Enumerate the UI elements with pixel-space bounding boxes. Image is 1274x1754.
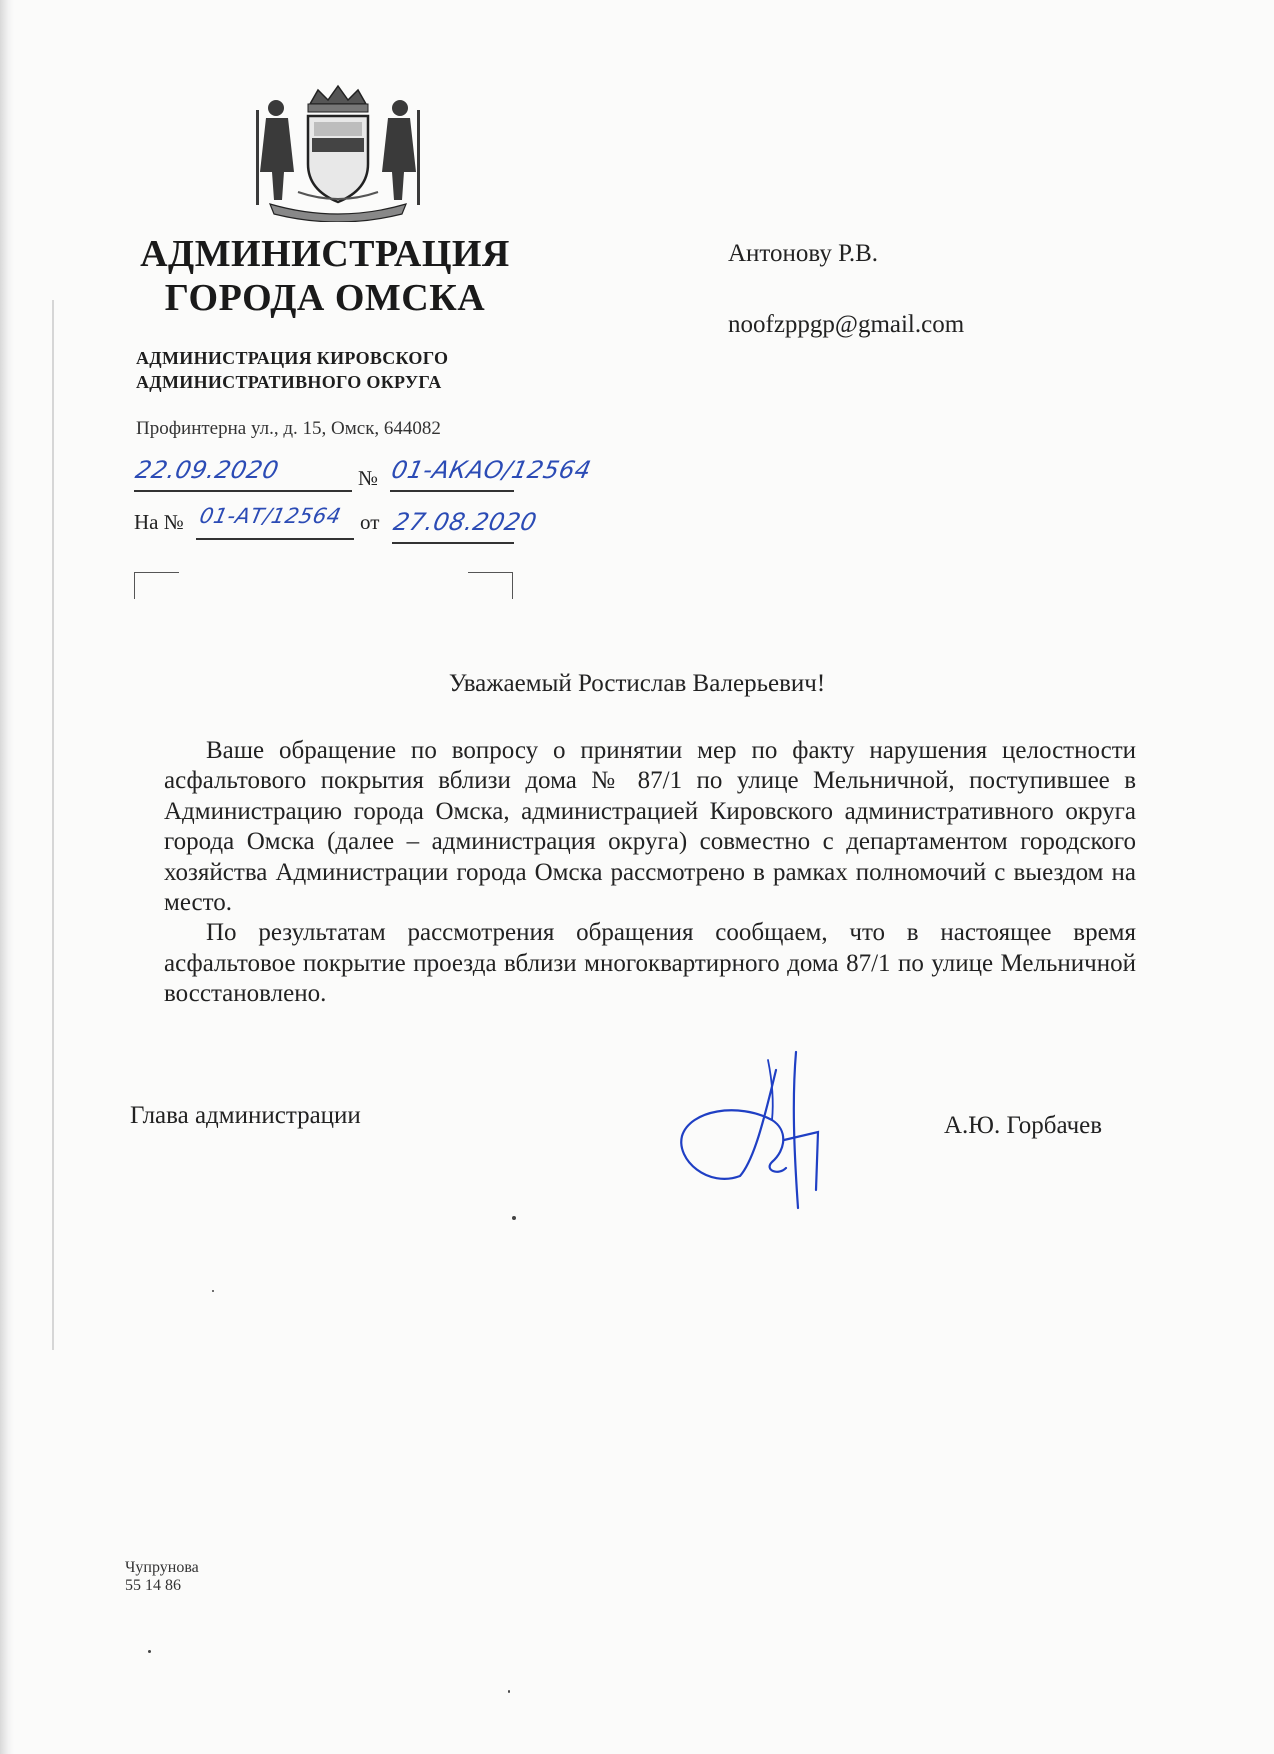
- outgoing-date-underline: [134, 490, 352, 492]
- handwritten-signature-icon: [668, 1040, 858, 1220]
- outgoing-number-underline: [390, 490, 514, 492]
- organization-address: Профинтерна ул., д. 15, Омск, 644082: [136, 418, 441, 439]
- address-bracket-right: [468, 572, 513, 599]
- letter-paragraph-2: По результатам рассмотрения обращения сообщаем, что в настоящее время асфальтовое покрытие проезда вблизи многоквартирного дома 87/1 по улице Мельничной восстановлено.: [164, 919, 1136, 1008]
- scan-streak: [52, 300, 54, 1350]
- letter-greeting: Уважаемый Ростислав Валерьевич!: [448, 670, 826, 697]
- recipient-email: noofzppgp@gmail.com: [728, 311, 965, 338]
- reply-to-date-underline: [392, 542, 514, 544]
- executor-name: Чупрунова: [125, 1559, 199, 1576]
- executor-phone: 55 14 86: [125, 1577, 181, 1594]
- reply-to-date-label: от: [360, 510, 380, 534]
- scan-speck: [508, 1690, 510, 1693]
- signer-name: А.Ю. Горбачев: [944, 1112, 1103, 1139]
- outgoing-date: 22.09.2020: [133, 456, 282, 484]
- outgoing-number-label: №: [358, 466, 379, 490]
- organization-title-line1: АДМИНИСТРАЦИЯ: [140, 233, 510, 275]
- scan-speck: [148, 1650, 151, 1653]
- letter-paragraph-1: Ваше обращение по вопросу о принятии мер по факту нарушения целостности асфальтового покрытия вблизи дома № 87/1 по улице Мельничной, поступившее в Администрацию города Омска, администрацией Кировского административного округа города Омска (далее – администрация округа) совместно с департаментом городского хозяйства Администрации города Омска рассмотрено в рамках полномочий с выездом на место.: [164, 737, 1136, 917]
- outgoing-number: 01-АКАО/12564: [389, 456, 594, 484]
- scan-edge-shadow: [0, 0, 14, 1754]
- letter-body: [164, 736, 1136, 1010]
- signer-position: Глава администрации: [130, 1102, 361, 1129]
- address-bracket-left: [134, 572, 179, 599]
- reply-to-number: 01-АТ/12564: [197, 504, 344, 528]
- executor-info: [125, 1559, 199, 1595]
- organization-title-line2: ГОРОДА ОМСКА: [164, 277, 486, 319]
- sub-organization-line1: АДМИНИСТРАЦИЯ КИРОВСКОГО: [136, 348, 449, 368]
- sub-organization-line2: АДМИНИСТРАТИВНОГО ОКРУГА: [136, 372, 442, 392]
- organization-title: [120, 232, 530, 320]
- sub-organization: [136, 346, 448, 394]
- scan-speck: [512, 1216, 516, 1220]
- reply-to-date: 27.08.2020: [391, 508, 540, 536]
- omsk-coat-of-arms-icon: [248, 82, 428, 222]
- reply-to-number-label: На №: [134, 510, 184, 534]
- reply-to-number-underline: [196, 538, 354, 540]
- scan-speck: [212, 1290, 214, 1292]
- recipient-name: Антонову Р.В.: [728, 240, 879, 267]
